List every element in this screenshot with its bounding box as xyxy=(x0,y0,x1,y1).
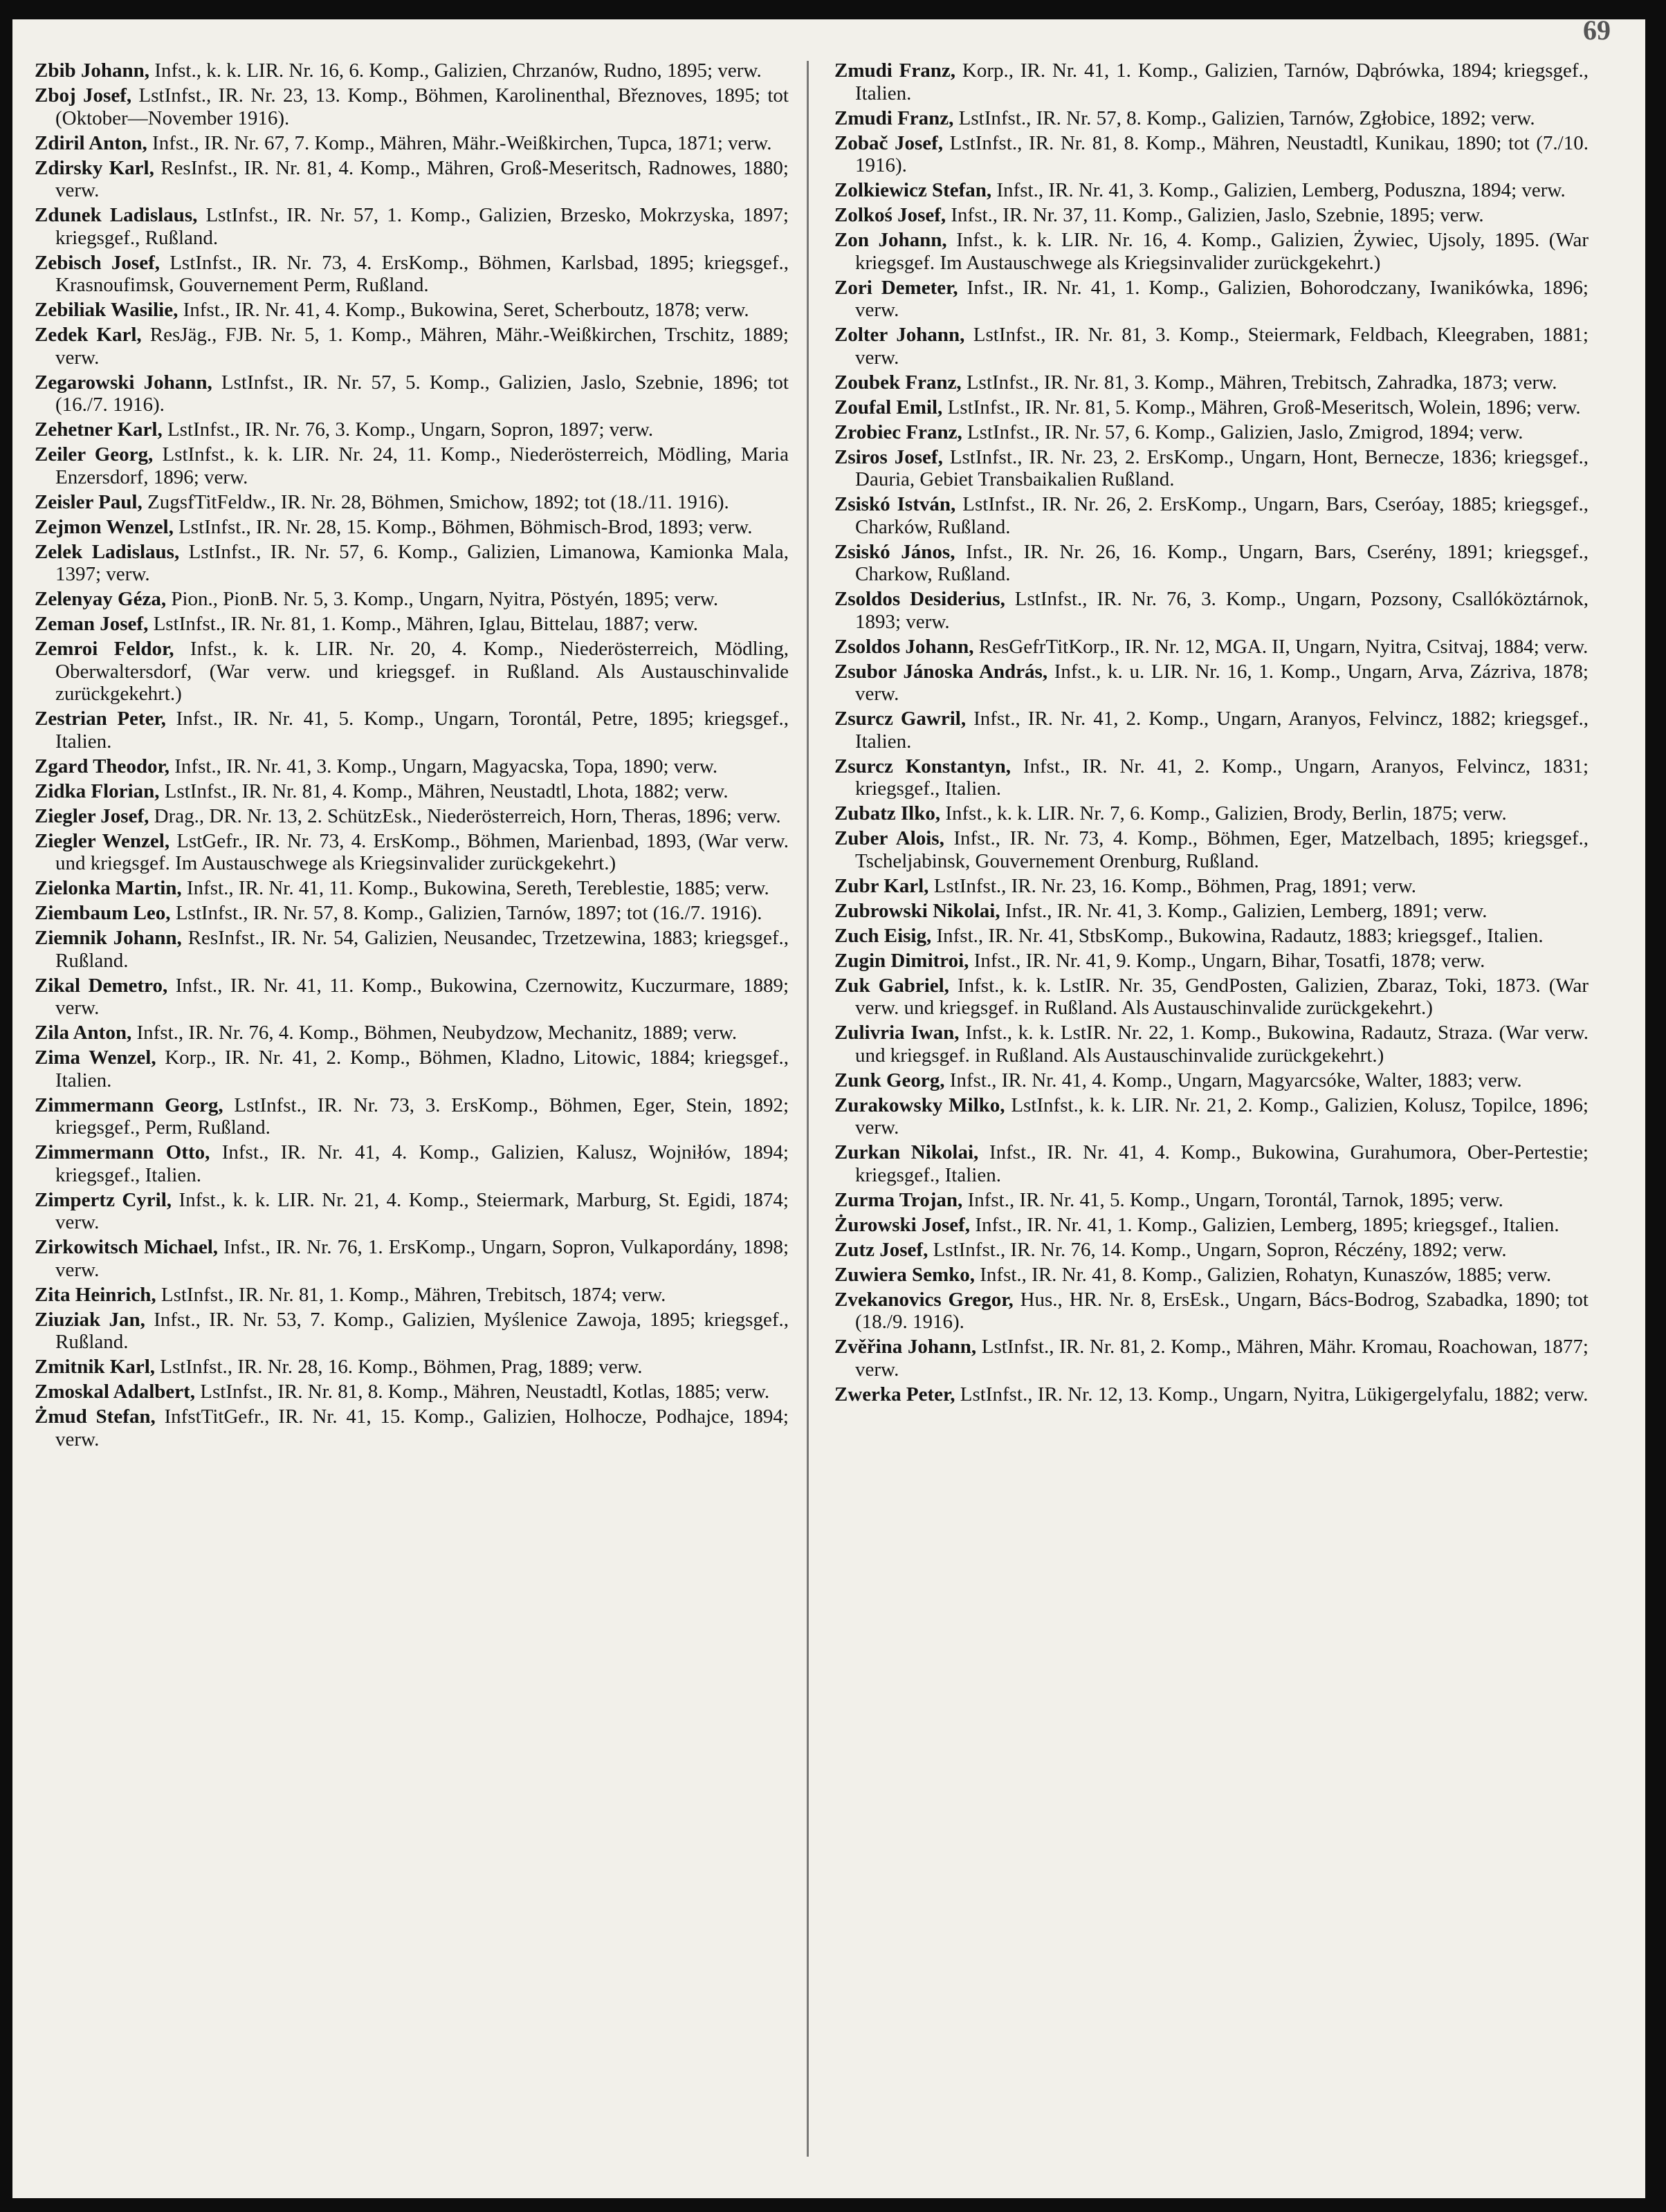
casualty-entry xyxy=(834,708,1589,753)
entry-name: Zurma Trojan, xyxy=(834,1188,963,1211)
entry-details: Infst., k. k. LstIR. Nr. 35, GendPosten, Galizien, Zbaraz, Toki, 1873. (War verw. und kriegsgef. in Rußland. Als Austauschinvalide zurückgekehrt.) xyxy=(855,974,1589,1019)
entry-name: Zuwiera Semko, xyxy=(834,1263,975,1286)
entry-details: Infst., k. k. LIR. Nr. 7, 6. Komp., Galizien, Brody, Berlin, 1875; verw. xyxy=(940,802,1507,824)
entry-details: Infst., IR. Nr. 41, 11. Komp., Bukowina, Sereth, Tereblestie, 1885; verw. xyxy=(181,877,769,899)
casualty-entry xyxy=(834,204,1589,227)
casualty-entry xyxy=(834,1214,1589,1237)
entry-details: ResInfst., IR. Nr. 81, 4. Komp., Mähren, Groß-Meseritsch, Radnowes, 1880; verw. xyxy=(55,156,789,201)
entry-name: Zuk Gabriel, xyxy=(834,974,949,997)
entry-details: Pion., PionB. Nr. 5, 3. Komp., Ungarn, Nyitra, Pöstyén, 1895; verw. xyxy=(166,588,719,610)
entry-details: Infst., k. k. LIR. Nr. 16, 6. Komp., Galizien, Chrzanów, Rudno, 1895; verw. xyxy=(149,59,762,82)
casualty-entry xyxy=(35,1094,789,1139)
entry-name: Zolkiewicz Stefan, xyxy=(834,179,992,201)
casualty-entry xyxy=(834,1289,1589,1334)
casualty-entry xyxy=(834,1336,1589,1381)
entry-name: Zsoldos Johann, xyxy=(834,635,974,658)
casualty-entry xyxy=(834,493,1589,538)
entry-details: LstInfst., IR. Nr. 81, 4. Komp., Mähren, Neustadtl, Lhota, 1882; verw. xyxy=(159,780,729,802)
entry-name: Zgard Theodor, xyxy=(35,755,170,777)
entry-details: InfstTitGefr., IR. Nr. 41, 15. Komp., Galizien, Holhocze, Podhajce, 1894; verw. xyxy=(55,1405,789,1450)
casualty-entry xyxy=(35,830,789,875)
entry-name: Zubr Karl, xyxy=(834,874,929,897)
casualty-entry xyxy=(35,84,789,129)
entry-name: Zuber Alois, xyxy=(834,827,944,849)
casualty-entry xyxy=(834,875,1589,898)
entry-name: Ziuziak Jan, xyxy=(35,1308,145,1331)
entry-name: Zirkowitsch Michael, xyxy=(35,1236,219,1258)
entry-details: LstInfst., IR. Nr. 81, 8. Komp., Mähren, Neustadtl, Kotlas, 1885; verw. xyxy=(195,1381,770,1403)
entry-name: Zon Johann, xyxy=(834,229,947,251)
entry-name: Zielonka Martin, xyxy=(35,877,182,899)
casualty-entry xyxy=(35,975,789,1020)
casualty-entry xyxy=(35,1405,789,1450)
entry-name: Zeman Josef, xyxy=(35,613,149,635)
entry-details: Infst., IR. Nr. 41, 4. Komp., Galizien, Kalusz, Wojniłów, 1894; kriegsgef., Italien. xyxy=(55,1141,789,1186)
entry-name: Zoubek Franz, xyxy=(834,371,962,394)
entry-name: Zolkoś Josef, xyxy=(834,204,946,226)
casualty-entry xyxy=(834,950,1589,973)
entry-name: Zbib Johann, xyxy=(35,59,150,82)
entry-name: Zegarowski Johann, xyxy=(35,371,212,394)
entry-details: LstInfst., IR. Nr. 81, 8. Komp., Mähren, Neustadtl, Kunikau, 1890; tot (7./10. 1916). xyxy=(855,131,1589,176)
entry-name: Zedek Karl, xyxy=(35,324,142,346)
casualty-entry xyxy=(834,1264,1589,1287)
entry-details: Infst., IR. Nr. 41, 11. Komp., Bukowina, Czernowitz, Kuczurmare, 1889; verw. xyxy=(55,974,789,1019)
entry-name: Zdunek Ladislaus, xyxy=(35,204,198,226)
casualty-entry xyxy=(834,446,1589,491)
entry-details: Infst., IR. Nr. 53, 7. Komp., Galizien, Myślenice Zawoja, 1895; kriegsgef., Rußland. xyxy=(55,1308,789,1353)
casualty-entry xyxy=(35,1309,789,1354)
entry-name: Zebisch Josef, xyxy=(35,251,160,274)
casualty-entry xyxy=(834,1189,1589,1212)
entry-details: LstInfst., IR. Nr. 81, 5. Komp., Mähren, Groß-Meseritsch, Wolein, 1896; verw. xyxy=(942,396,1581,418)
casualty-entry xyxy=(834,1239,1589,1262)
entry-name: Zobač Josef, xyxy=(834,131,944,154)
casualty-entry xyxy=(834,755,1589,800)
entry-details: LstInfst., k. k. LIR. Nr. 24, 11. Komp., Niederösterreich, Mödling, Maria Enzersdorf, 1896; verw. xyxy=(55,443,789,488)
casualty-entry xyxy=(35,299,789,322)
entry-name: Zidka Florian, xyxy=(35,780,160,802)
entry-name: Żurowski Josef, xyxy=(834,1213,971,1236)
casualty-entry xyxy=(35,324,789,369)
casualty-entry xyxy=(834,900,1589,923)
entry-name: Zboj Josef, xyxy=(35,84,132,107)
entry-details: Infst., IR. Nr. 41, 1. Komp., Galizien, Bohorodczany, Iwanikówka, 1896; verw. xyxy=(855,276,1589,321)
casualty-entry xyxy=(35,805,789,828)
entry-name: Zsurcz Gawril, xyxy=(834,708,967,730)
entry-details: Infst., IR. Nr. 76, 1. ErsKomp., Ungarn, Sopron, Vulkapordány, 1898; verw. xyxy=(55,1236,789,1281)
entry-details: Infst., IR. Nr. 41, 4. Komp., Bukowina, Gurahumora, Ober-Pertestie; kriegsgef., Italien. xyxy=(855,1141,1589,1186)
entry-details: LstInfst., IR. Nr. 23, 16. Komp., Böhmen, Prag, 1891; verw. xyxy=(928,874,1416,897)
entry-details: Infst., k. k. LIR. Nr. 16, 4. Komp., Galizien, Żywiec, Ujsoly, 1895. (War kriegsgef. Im Austauschwege als Kriegsinvalider zurückgekehrt.) xyxy=(855,229,1589,274)
entry-name: Zikal Demetro, xyxy=(35,974,168,997)
entry-details: LstInfst., IR. Nr. 28, 15. Komp., Böhmen, Böhmisch-Brod, 1893; verw. xyxy=(173,515,753,538)
casualty-entry xyxy=(35,613,789,636)
entry-name: Zunk Georg, xyxy=(834,1069,945,1091)
entry-name: Zsubor Jánoska András, xyxy=(834,660,1048,683)
entry-details: Drag., DR. Nr. 13, 2. SchützEsk., Niederösterreich, Horn, Theras, 1896; verw. xyxy=(149,804,781,827)
casualty-entry xyxy=(834,1383,1589,1406)
entry-details: Hus., HR. Nr. 8, ErsEsk., Ungarn, Bács-Bodrog, Szabadka, 1890; tot (18./9. 1916). xyxy=(855,1288,1589,1333)
casualty-entry xyxy=(35,59,789,82)
casualty-entry xyxy=(834,541,1589,586)
entry-name: Zurkan Nikolai, xyxy=(834,1141,979,1163)
entry-details: ResGefrTitKorp., IR. Nr. 12, MGA. II, Ungarn, Nyitra, Csitvaj, 1884; verw. xyxy=(973,635,1589,658)
left-column xyxy=(35,59,789,1453)
entry-name: Zebiliak Wasilie, xyxy=(35,299,178,321)
casualty-entry xyxy=(834,396,1589,419)
entry-details: Korp., IR. Nr. 41, 2. Komp., Böhmen, Kladno, Litowic, 1884; kriegsgef., Italien. xyxy=(55,1047,789,1091)
casualty-entry xyxy=(35,443,789,488)
entry-name: Zsiros Josef, xyxy=(834,445,943,468)
entry-name: Zmoskal Adalbert, xyxy=(35,1381,196,1403)
entry-name: Zvěřina Johann, xyxy=(834,1336,977,1358)
casualty-entry xyxy=(35,1047,789,1091)
entry-details: LstInfst., IR. Nr. 81, 1. Komp., Mähren, Iglau, Bittelau, 1887; verw. xyxy=(148,613,699,635)
entry-name: Zima Wenzel, xyxy=(35,1047,156,1069)
entry-details: Infst., IR. Nr. 41, StbsKomp., Bukowina, Radautz, 1883; kriegsgef., Italien. xyxy=(931,924,1544,947)
casualty-entry xyxy=(35,1356,789,1379)
entry-details: Korp., IR. Nr. 41, 1. Komp., Galizien, Tarnów, Dąbrówka, 1894; kriegsgef., Italien. xyxy=(855,59,1589,104)
entry-details: Infst., IR. Nr. 41, 1. Komp., Galizien, Lemberg, 1895; kriegsgef., Italien. xyxy=(970,1213,1559,1236)
entry-details: Infst., k. k. LIR. Nr. 21, 4. Komp., Steiermark, Marburg, St. Egidi, 1874; verw. xyxy=(55,1188,789,1233)
entry-name: Zimpertz Cyril, xyxy=(35,1188,172,1211)
casualty-entry xyxy=(834,107,1589,130)
entry-name: Zsiskó János, xyxy=(834,540,955,563)
entry-name: Zdirsky Karl, xyxy=(35,156,154,179)
entry-details: LstInfst., IR. Nr. 57, 8. Komp., Galizien, Tarnów, 1897; tot (16./7. 1916). xyxy=(170,902,762,924)
entry-details: LstInfst., IR. Nr. 57, 6. Komp., Galizien, Jaslo, Zmigrod, 1894; verw. xyxy=(962,421,1523,443)
entry-name: Zestrian Peter, xyxy=(35,708,166,730)
entry-details: Infst., k. k. LIR. Nr. 20, 4. Komp., Niederösterreich, Mödling, Oberwaltersdorf, (War verw. und kriegsgef. in Rußland. Als Austauschinvalide zurückgekehrt.) xyxy=(55,638,789,705)
casualty-entry xyxy=(834,925,1589,948)
entry-details: Infst., IR. Nr. 41, 3. Komp., Galizien, Lemberg, Poduszna, 1894; verw. xyxy=(991,179,1566,201)
casualty-entry xyxy=(834,975,1589,1020)
casualty-entry xyxy=(834,59,1589,104)
casualty-entry xyxy=(834,1022,1589,1067)
entry-details: Infst., IR. Nr. 41, 3. Komp., Galizien, Lemberg, 1891; verw. xyxy=(1000,899,1488,922)
casualty-entry xyxy=(834,827,1589,872)
entry-details: LstInfst., IR. Nr. 57, 1. Komp., Galizien, Brzesko, Mokrzyska, 1897; kriegsgef., Rußland. xyxy=(55,204,789,249)
entry-name: Zeisler Paul, xyxy=(35,490,143,513)
entry-details: LstInfst., IR. Nr. 23, 13. Komp., Böhmen, Karolinenthal, Březnoves, 1895; tot (Oktober—November 1916). xyxy=(55,84,789,129)
entry-name: Zila Anton, xyxy=(35,1022,132,1044)
entry-name: Zubatz Ilko, xyxy=(834,802,941,824)
entry-name: Zemroi Feldor, xyxy=(35,638,174,660)
right-column xyxy=(834,59,1589,1408)
casualty-entry xyxy=(834,802,1589,825)
entry-name: Zsoldos Desiderius, xyxy=(834,588,1005,610)
casualty-entry xyxy=(35,1141,789,1186)
entry-name: Ziembaum Leo, xyxy=(35,902,171,924)
casualty-entry xyxy=(834,229,1589,274)
entry-details: ResJäg., FJB. Nr. 5, 1. Komp., Mähren, Mähr.-Weißkirchen, Trschitz, 1889; verw. xyxy=(55,324,789,369)
entry-name: Zmudi Franz, xyxy=(834,107,954,129)
entry-details: LstInfst., IR. Nr. 57, 8. Komp., Galizien, Tarnów, Zgłobice, 1892; verw. xyxy=(953,107,1535,129)
casualty-entry xyxy=(35,1236,789,1281)
document-page xyxy=(12,19,1645,2198)
casualty-entry xyxy=(35,755,789,778)
entry-details: Infst., IR. Nr. 67, 7. Komp., Mähren, Mähr.-Weißkirchen, Tupca, 1871; verw. xyxy=(147,131,772,154)
entry-name: Zwerka Peter, xyxy=(834,1383,955,1405)
entry-details: Infst., IR. Nr. 41, 5. Komp., Ungarn, Torontál, Tarnok, 1895; verw. xyxy=(962,1188,1503,1211)
entry-name: Zelek Ladislaus, xyxy=(35,540,180,563)
entry-details: LstInfst., IR. Nr. 81, 3. Komp., Mähren, Trebitsch, Zahradka, 1873; verw. xyxy=(961,371,1557,394)
entry-name: Zmitnik Karl, xyxy=(35,1356,156,1378)
entry-name: Zimmermann Otto, xyxy=(35,1141,210,1163)
casualty-entry xyxy=(35,516,789,539)
entry-details: Infst., IR. Nr. 76, 4. Komp., Böhmen, Neubydzow, Mechanitz, 1889; verw. xyxy=(131,1022,738,1044)
entry-name: Zugin Dimitroi, xyxy=(834,949,969,972)
entry-details: LstInfst., IR. Nr. 57, 5. Komp., Galizien, Jaslo, Szebnie, 1896; tot (16./7. 1916). xyxy=(55,371,789,416)
entry-details: Infst., k. u. LIR. Nr. 16, 1. Komp., Ungarn, Arva, Zázriva, 1878; verw. xyxy=(855,660,1589,705)
casualty-entry xyxy=(35,638,789,706)
entry-name: Zdiril Anton, xyxy=(35,131,147,154)
entry-name: Zurakowsky Milko, xyxy=(834,1094,1005,1116)
entry-details: ResInfst., IR. Nr. 54, Galizien, Neusandec, Trzetzewina, 1883; kriegsgef., Rußland. xyxy=(55,927,789,972)
entry-details: LstInfst., IR. Nr. 73, 3. ErsKomp., Böhmen, Eger, Stein, 1892; kriegsgef., Perm, Rußland. xyxy=(55,1094,789,1139)
entry-details: Infst., IR. Nr. 73, 4. Komp., Böhmen, Eger, Matzelbach, 1895; kriegsgef., Tscheljabinsk, Gouvernement Orenburg, Rußland. xyxy=(855,827,1589,872)
casualty-entry xyxy=(35,588,789,611)
entry-details: Infst., IR. Nr. 37, 11. Komp., Galizien, Jaslo, Szebnie, 1895; verw. xyxy=(946,204,1484,226)
entry-details: LstInfst., IR. Nr. 57, 6. Komp., Galizien, Limanowa, Kamionka Mala, 1397; verw. xyxy=(55,540,789,585)
entry-name: Ziegler Josef, xyxy=(35,804,149,827)
entry-details: LstInfst., IR. Nr. 76, 3. Komp., Ungarn, Pozsony, Csallóköztárnok, 1893; verw. xyxy=(855,588,1589,633)
entry-details: ZugsfTitFeldw., IR. Nr. 28, Böhmen, Smichow, 1892; tot (18./11. 1916). xyxy=(142,490,729,513)
casualty-entry xyxy=(834,1069,1589,1092)
entry-name: Zeiler Georg, xyxy=(35,443,154,466)
entry-name: Zubrowski Nikolai, xyxy=(834,899,1000,922)
casualty-entry xyxy=(834,1094,1589,1139)
entry-details: Infst., IR. Nr. 41, 4. Komp., Bukowina, Seret, Scherboutz, 1878; verw. xyxy=(178,299,749,321)
casualty-entry xyxy=(35,418,789,441)
entry-name: Zuch Eisig, xyxy=(834,924,932,947)
entry-details: Infst., IR. Nr. 41, 4. Komp., Ungarn, Magyarcsóke, Walter, 1883; verw. xyxy=(944,1069,1522,1091)
casualty-entry xyxy=(35,927,789,972)
casualty-entry xyxy=(35,1189,789,1234)
entry-details: Infst., IR. Nr. 41, 9. Komp., Ungarn, Bihar, Tosatfi, 1878; verw. xyxy=(969,949,1485,972)
casualty-entry xyxy=(35,371,789,416)
entry-name: Zutz Josef, xyxy=(834,1238,928,1261)
casualty-entry xyxy=(834,661,1589,706)
casualty-entry xyxy=(834,179,1589,202)
entry-details: LstInfst., IR. Nr. 81, 1. Komp., Mähren, Trebitsch, 1874; verw. xyxy=(156,1283,666,1306)
entry-name: Żmud Stefan, xyxy=(35,1405,156,1428)
entry-name: Zimmermann Georg, xyxy=(35,1094,223,1116)
page-number: 69 xyxy=(1583,19,1611,46)
casualty-entry xyxy=(834,636,1589,658)
entry-name: Zori Demeter, xyxy=(834,276,958,299)
entry-details: LstInfst., IR. Nr. 76, 14. Komp., Ungarn, Sopron, Réczény, 1892; verw. xyxy=(928,1238,1507,1261)
entry-details: Infst., IR. Nr. 41, 2. Komp., Ungarn, Aranyos, Felvincz, 1831; kriegsgef., Italien. xyxy=(855,755,1589,800)
casualty-entry xyxy=(834,324,1589,369)
casualty-entry xyxy=(834,371,1589,394)
entry-name: Zvekanovics Gregor, xyxy=(834,1288,1014,1311)
column-divider xyxy=(807,61,809,2157)
entry-details: LstInfst., IR. Nr. 12, 13. Komp., Ungarn, Nyitra, Lükigergelyfalu, 1882; verw. xyxy=(955,1383,1589,1405)
casualty-entry xyxy=(35,708,789,753)
entry-name: Zoufal Emil, xyxy=(834,396,943,418)
entry-name: Ziegler Wenzel, xyxy=(35,829,170,852)
entry-details: LstInfst., IR. Nr. 28, 16. Komp., Böhmen, Prag, 1889; verw. xyxy=(155,1356,643,1378)
entry-details: Infst., IR. Nr. 41, 3. Komp., Ungarn, Magyacska, Topa, 1890; verw. xyxy=(170,755,718,777)
casualty-entry xyxy=(35,132,789,155)
casualty-entry xyxy=(35,1284,789,1307)
casualty-entry xyxy=(35,1022,789,1044)
entry-details: LstInfst., IR. Nr. 81, 2. Komp., Mähren, Mähr. Kromau, Roachowan, 1877; verw. xyxy=(855,1336,1589,1381)
casualty-entry xyxy=(834,277,1589,322)
entry-details: LstInfst., IR. Nr. 73, 4. ErsKomp., Böhmen, Karlsbad, 1895; kriegsgef., Krasnoufimsk, Gouvernement Perm, Rußland. xyxy=(55,251,789,296)
entry-details: LstInfst., IR. Nr. 26, 2. ErsKomp., Ungarn, Bars, Cseróay, 1885; kriegsgef., Charków, Rußland. xyxy=(855,493,1589,538)
entry-name: Zehetner Karl, xyxy=(35,418,163,441)
casualty-entry xyxy=(35,902,789,925)
entry-name: Zolter Johann, xyxy=(834,324,965,346)
entry-name: Zita Heinrich, xyxy=(35,1283,156,1306)
entry-details: LstInfst., IR. Nr. 81, 3. Komp., Steiermark, Feldbach, Kleegraben, 1881; verw. xyxy=(855,324,1589,369)
entry-name: Zrobiec Franz, xyxy=(834,421,962,443)
entry-name: Zsurcz Konstantyn, xyxy=(834,755,1011,777)
casualty-entry xyxy=(35,252,789,297)
entry-name: Zejmon Wenzel, xyxy=(35,515,174,538)
casualty-entry xyxy=(35,157,789,202)
entry-name: Ziemnik Johann, xyxy=(35,927,182,949)
casualty-entry xyxy=(35,491,789,514)
casualty-entry xyxy=(35,877,789,900)
casualty-entry xyxy=(834,1141,1589,1186)
entry-details: LstInfst., k. k. LIR. Nr. 21, 2. Komp., Galizien, Kolusz, Topilce, 1896; verw. xyxy=(855,1094,1589,1139)
entry-details: Infst., IR. Nr. 41, 5. Komp., Ungarn, Torontál, Petre, 1895; kriegsgef., Italien. xyxy=(55,708,789,753)
entry-details: Infst., IR. Nr. 41, 8. Komp., Galizien, Rohatyn, Kunaszów, 1885; verw. xyxy=(975,1263,1552,1286)
casualty-entry xyxy=(834,132,1589,177)
entry-details: LstGefr., IR. Nr. 73, 4. ErsKomp., Böhmen, Marienbad, 1893, (War verw. und kriegsgef. Im Austauschwege als Kriegsinvalider zurückgekehrt.) xyxy=(55,829,789,874)
entry-name: Zulivria Iwan, xyxy=(834,1022,960,1044)
entry-details: LstInfst., IR. Nr. 23, 2. ErsKomp., Ungarn, Hont, Bernecze, 1836; kriegsgef., Dauria, Gebiet Transbaikalien Rußland. xyxy=(855,445,1589,490)
casualty-entry xyxy=(35,541,789,586)
casualty-entry xyxy=(35,780,789,803)
entry-name: Zmudi Franz, xyxy=(834,59,956,82)
entry-name: Zsiskó István, xyxy=(834,493,956,515)
casualty-entry xyxy=(834,588,1589,633)
entry-details: LstInfst., IR. Nr. 76, 3. Komp., Ungarn, Sopron, 1897; verw. xyxy=(162,418,654,441)
casualty-entry xyxy=(35,1381,789,1403)
entry-details: Infst., IR. Nr. 26, 16. Komp., Ungarn, Bars, Cserény, 1891; kriegsgef., Charkow, Rußland. xyxy=(855,540,1589,585)
casualty-entry xyxy=(35,204,789,249)
entry-name: Zelenyay Géza, xyxy=(35,588,167,610)
entry-details: Infst., k. k. LstIR. Nr. 22, 1. Komp., Bukowina, Radautz, Straza. (War verw. und kriegsgef. in Rußland. Als Austauschinvalide zurückgekehrt.) xyxy=(855,1022,1589,1067)
entry-details: Infst., IR. Nr. 41, 2. Komp., Ungarn, Aranyos, Felvincz, 1882; kriegsgef., Italien. xyxy=(855,708,1589,753)
casualty-entry xyxy=(834,421,1589,444)
